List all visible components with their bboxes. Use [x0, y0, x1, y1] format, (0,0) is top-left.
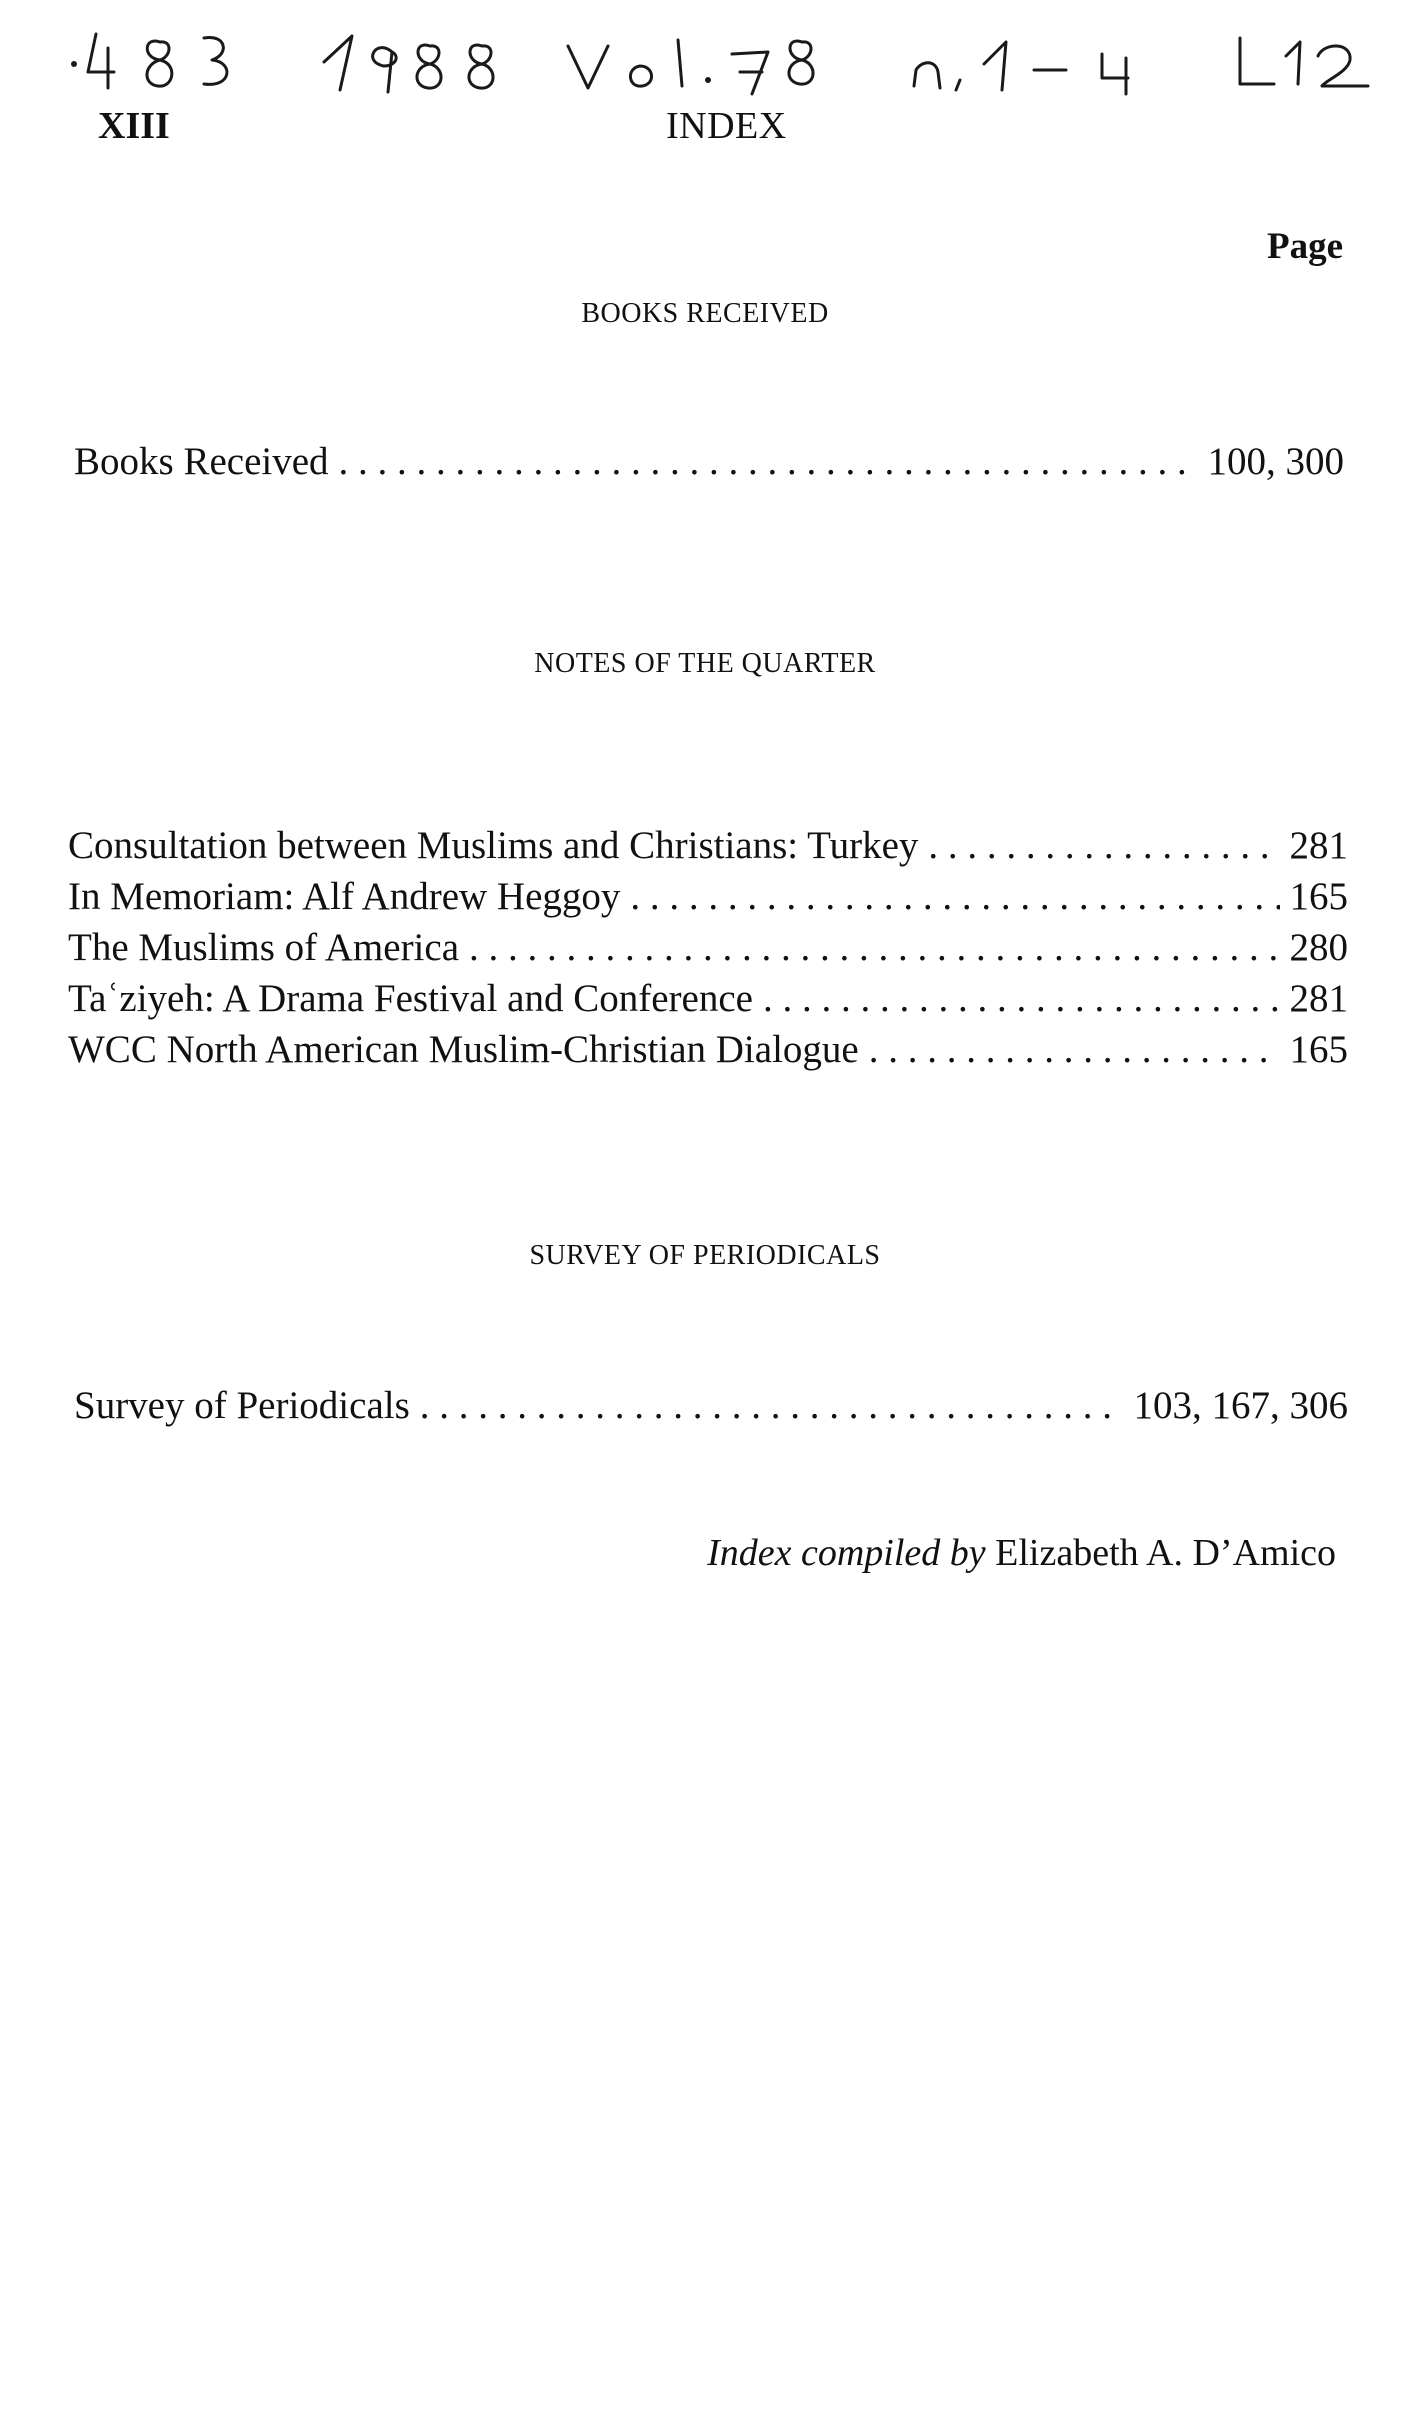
entry-title: Books Received	[74, 440, 329, 483]
entry-title: WCC North American Muslim-Christian Dialogue	[68, 1028, 859, 1071]
credit-name: Elizabeth A. D’Amico	[995, 1532, 1336, 1574]
entry-title: Taʿziyeh: A Drama Festival and Conference	[68, 977, 753, 1020]
index-entry	[74, 1380, 1348, 1431]
dot-leader	[869, 1024, 1280, 1075]
entry-title: In Memoriam: Alf Andrew Heggoy	[68, 875, 621, 918]
entry-pages: 100, 300	[1207, 440, 1344, 483]
entry-pages: 165	[1289, 875, 1348, 918]
index-entry	[68, 820, 1348, 871]
dot-leader	[420, 1380, 1124, 1431]
dot-leader	[469, 922, 1279, 973]
dot-leader	[928, 820, 1279, 871]
index-entry	[74, 436, 1344, 487]
entry-pages: 103, 167, 306	[1133, 1384, 1348, 1427]
dot-leader	[630, 871, 1279, 922]
entry-title: Survey of Periodicals	[74, 1384, 410, 1427]
section-heading-notes-of-the-quarter: NOTES OF THE QUARTER	[534, 648, 876, 679]
entry-pages: 281	[1289, 824, 1348, 867]
notes-of-the-quarter-list	[68, 820, 1348, 1075]
index-entry	[68, 973, 1348, 1024]
page-number-roman: XIII	[98, 105, 170, 147]
index-entry	[68, 922, 1348, 973]
handwritten-annotation	[68, 28, 1378, 108]
dot-leader	[763, 973, 1280, 1024]
books-received-list	[74, 436, 1344, 487]
dot-leader	[339, 436, 1198, 487]
entry-pages: 280	[1289, 926, 1348, 969]
section-heading-survey-of-periodicals: SURVEY OF PERIODICALS	[529, 1240, 881, 1271]
entry-pages: 281	[1289, 977, 1348, 1020]
index-credit	[707, 1531, 1336, 1575]
entry-title: Consultation between Muslims and Christians: Turkey	[68, 824, 919, 867]
credit-prefix: Index compiled by	[707, 1532, 986, 1574]
entry-pages: 165	[1289, 1028, 1348, 1071]
entry-title: The Muslims of America	[68, 926, 460, 969]
section-heading-books-received: BOOKS RECEIVED	[581, 298, 829, 329]
page-title: INDEX	[666, 105, 787, 147]
index-entry	[68, 1024, 1348, 1075]
survey-of-periodicals-list	[74, 1380, 1348, 1431]
index-entry	[68, 871, 1348, 922]
page-column-label: Page	[1266, 226, 1343, 267]
